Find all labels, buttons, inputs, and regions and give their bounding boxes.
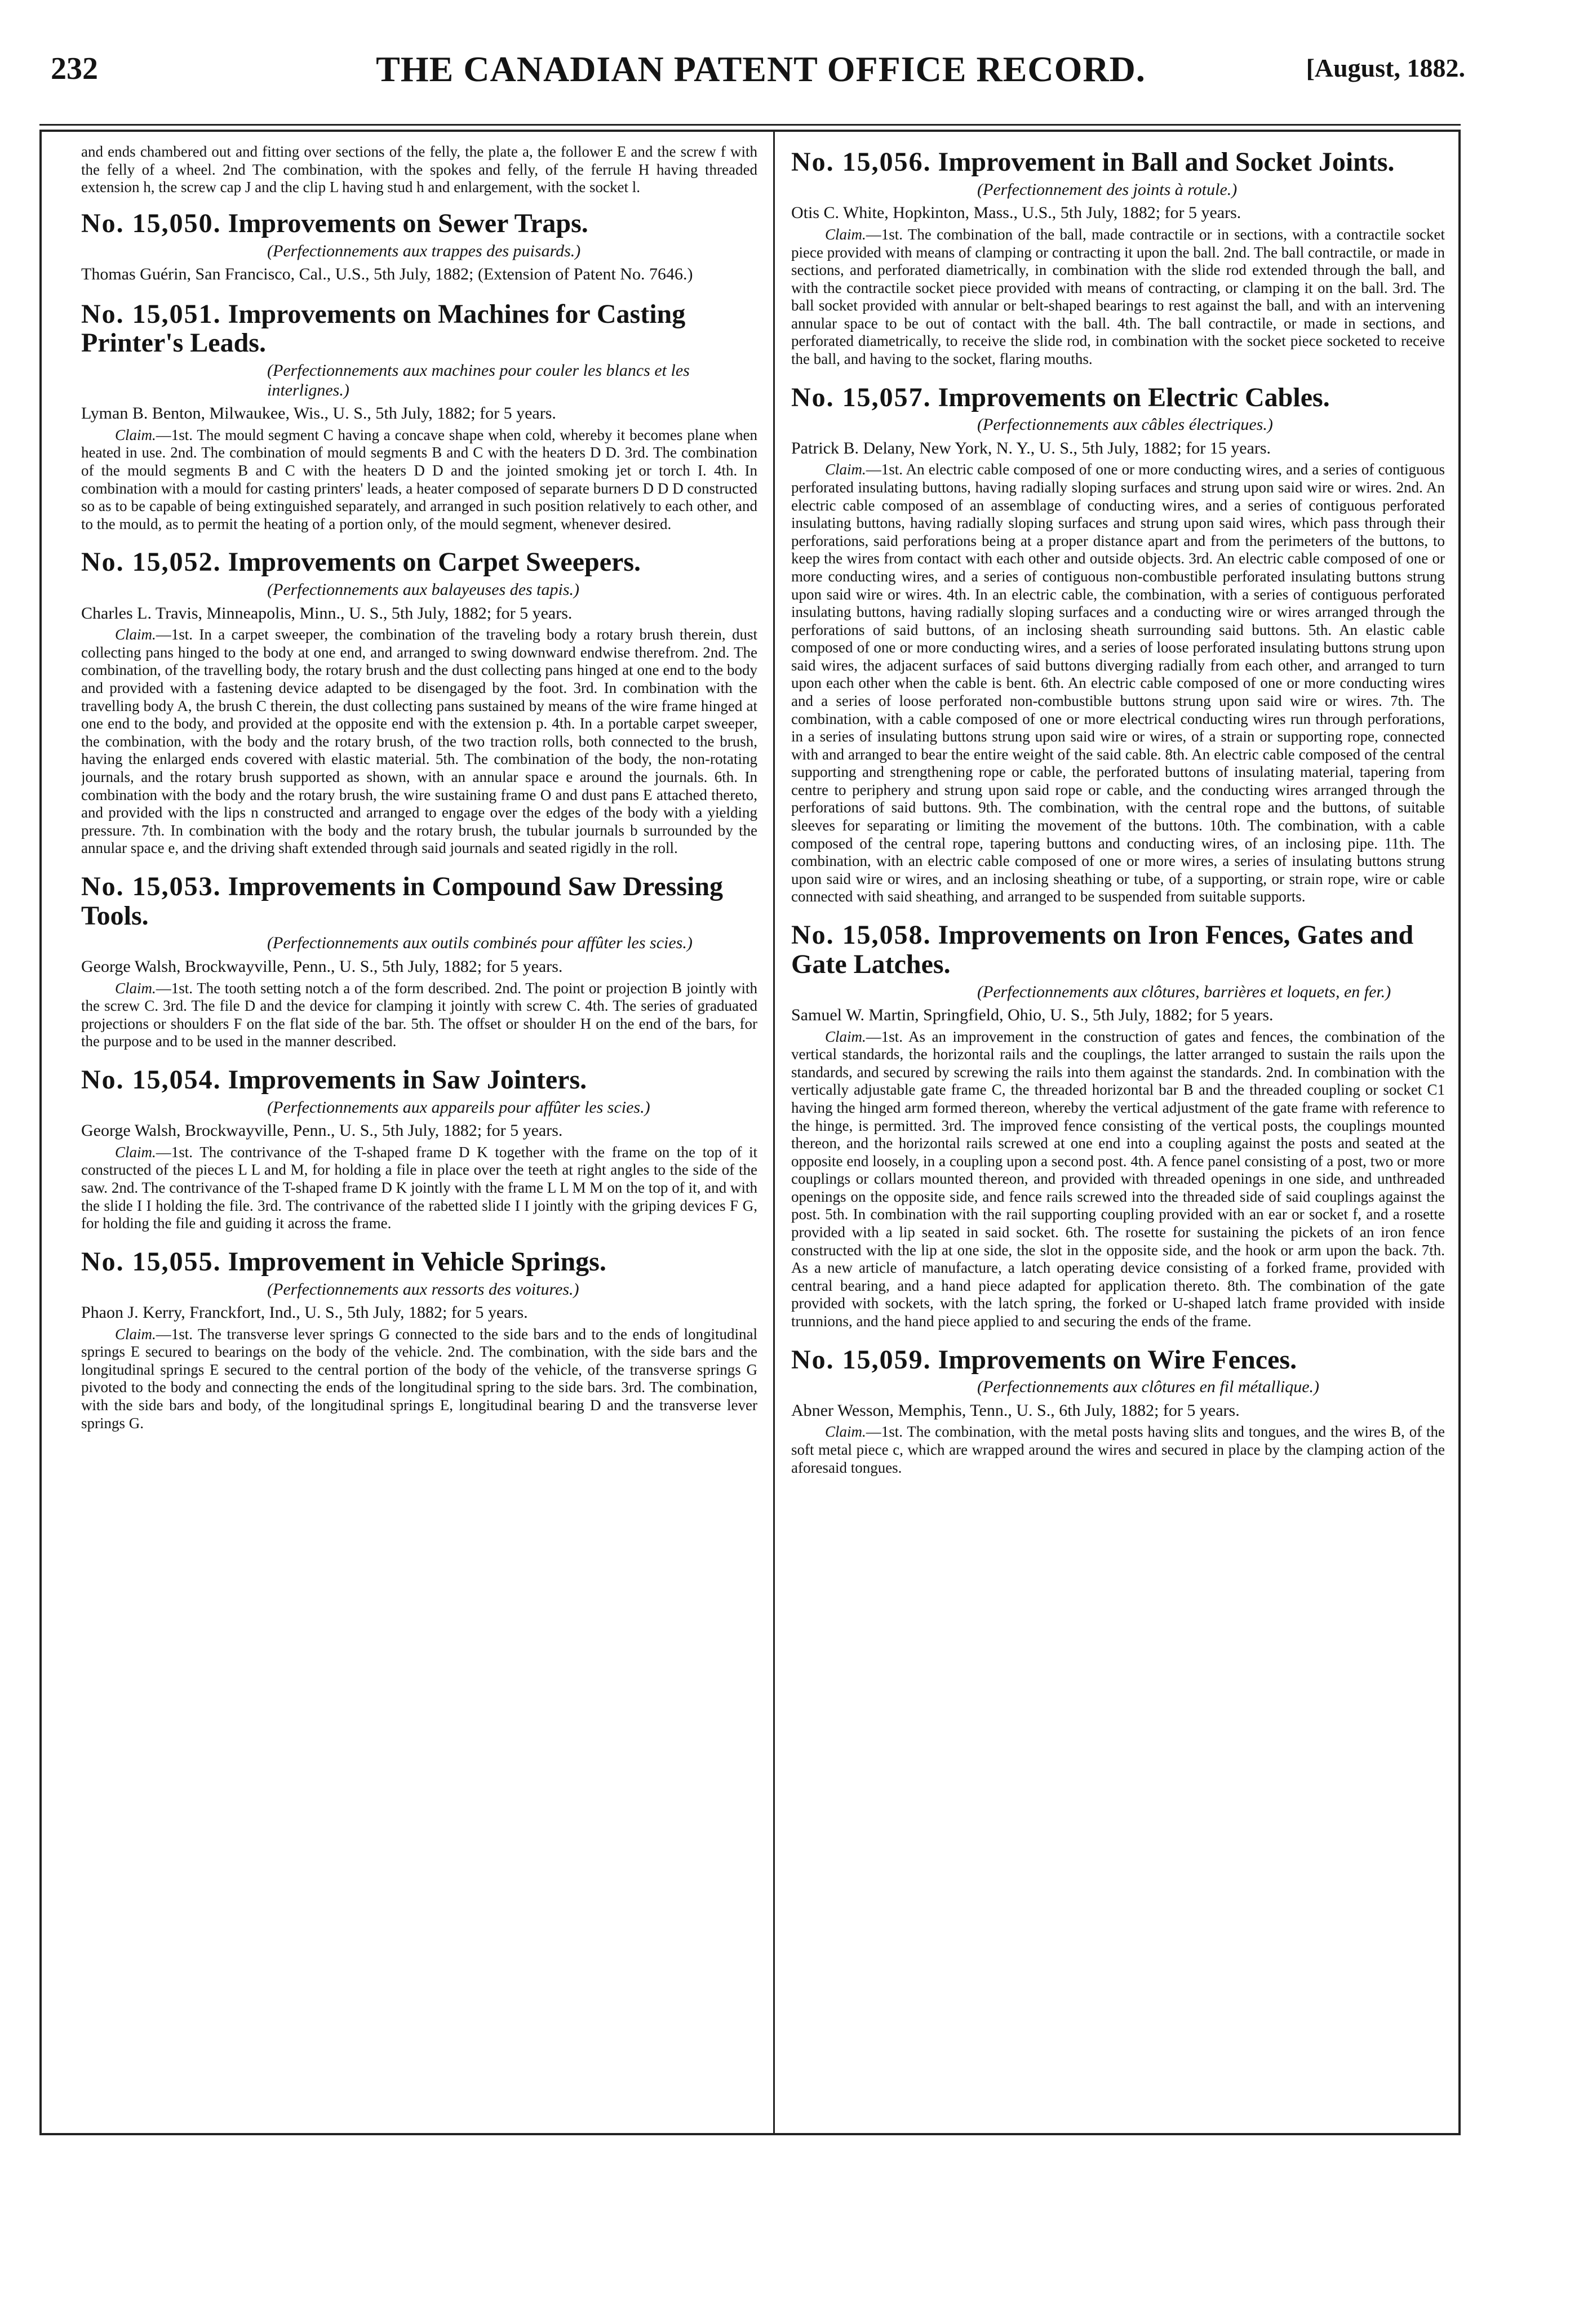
patent-number: No. 15,058.: [791, 919, 932, 950]
claim-text: [791, 226, 1445, 368]
continued-claim-text: and ends chambered out and fitting over sections of the felly, the plate a, the follower E and the screw f with the felly of a wheel. 2nd The combination, with the spokes and felly, of the ferrule H having threaded extension h, the screw cap J and the clip L having stud h and enlargement, with the socket l.: [81, 143, 757, 196]
claim-label: Claim.: [825, 461, 866, 478]
patent-heading: [81, 1247, 757, 1277]
patent-number: No. 15,057.: [791, 382, 932, 412]
patentee-line: Lyman B. Benton, Milwaukee, Wis., U. S., 5th July, 1882; for 5 years.: [81, 404, 556, 423]
patentee-line: George Walsh, Brockwayville, Penn., U. S., 5th July, 1882; for 5 years.: [81, 957, 563, 976]
patent-heading: [81, 1065, 757, 1095]
claim-body: —1st. The contrivance of the T-shaped frame D K together with the frame on the top of it constructed of the pieces L L and M, for holding a file in place over the teeth at right angles to the side of the saw. 2nd. The contrivance of the T-shaped frame D K jointly with the frame L L M M on the top of it, and with the slide I I holding the file. 3rd. The contrivance of the rabetted slide I I jointly with the griping devices F G, for holding the file and guiding it across the frame.: [81, 1143, 757, 1232]
patent-number: No. 15,050.: [81, 208, 221, 238]
claim-text: [81, 626, 757, 857]
patent-entry: [81, 1247, 757, 1432]
patent-entry: [791, 383, 1445, 906]
french-title: (Perfectionnements aux trappes des puisards.): [267, 241, 581, 260]
patent-title: Improvements on Carpet Sweepers.: [228, 547, 641, 577]
publication-title: THE CANADIAN PATENT OFFICE RECORD.: [376, 49, 1146, 89]
patentee-line: George Walsh, Brockwayville, Penn., U. S., 5th July, 1882; for 5 years.: [81, 1121, 563, 1140]
patent-title: Improvements on Iron Fences, Gates and Gate Latches.: [791, 919, 1414, 979]
patent-heading: [81, 872, 757, 931]
claim-body: —1st. The mould segment C having a concave shape when cold, whereby it becomes plane when heated in use. 2nd. The combination of mould segments B and C with the heaters D D. 3rd. The combination of the mould segments B and C with the heaters D D and the jointed smoking jet or torch I. 4th. In combination with a mould for casting printers' leads, a heater composed of separate burners D D D constructed so as to be capable of being extinguished separately, and arranged in such position relatively to each other, and to the mould, as to permit the heating of a portion only, of the mould segment, whenever desired.: [81, 426, 757, 532]
page-frame: [39, 130, 1461, 2135]
patentee-line: Abner Wesson, Memphis, Tenn., U. S., 6th July, 1882; for 5 years.: [791, 1401, 1240, 1420]
patent-heading: [791, 148, 1445, 177]
patent-entry: [81, 209, 757, 285]
patent-number: No. 15,059.: [791, 1344, 932, 1375]
patent-entry: [81, 872, 757, 1051]
patent-number: No. 15,052.: [81, 547, 221, 577]
patent-title: Improvement in Ball and Socket Joints.: [938, 147, 1395, 177]
patentee-line: Thomas Guérin, San Francisco, Cal., U.S., 5th July, 1882; (Extension of Patent No. 7646.): [81, 265, 693, 284]
patent-title: Improvements in Compound Saw Dressing Tools.: [81, 871, 724, 931]
column-divider: [773, 132, 775, 2133]
patent-heading: [791, 921, 1445, 979]
patent-heading: [81, 300, 757, 358]
claim-label: Claim.: [115, 1143, 156, 1161]
patent-title: Improvements on Wire Fences.: [938, 1344, 1297, 1375]
claim-body: —1st. The tooth setting notch a of the form described. 2nd. The point or projection B jointly with the screw C. 3rd. The file D and the device for clamping it jointly with screw C. 4th. The series of graduated projections or shoulders F on the flat side of the bar. 5th. The offset or shoulder H on the end of the bars, for the purpose and to be used in the manner described.: [81, 979, 757, 1050]
patent-entry: [81, 548, 757, 857]
patentee-line: Otis C. White, Hopkinton, Mass., U.S., 5th July, 1882; for 5 years.: [791, 203, 1241, 223]
french-title: (Perfectionnement des joints à rotule.): [977, 180, 1238, 199]
claim-label: Claim.: [115, 1325, 156, 1343]
claim-text: [81, 1144, 757, 1233]
claim-label: Claim.: [825, 1423, 866, 1441]
patent-title: Improvement in Vehicle Springs.: [228, 1246, 606, 1277]
patent-number: No. 15,055.: [81, 1246, 221, 1277]
french-title: (Perfectionnements aux outils combinés pour affûter les scies.): [267, 934, 693, 953]
claim-text: [791, 1423, 1445, 1477]
french-title: (Perfectionnements aux machines pour couler les blancs et les interlignes.): [267, 361, 690, 399]
claim-label: Claim.: [115, 979, 156, 997]
claim-body: —1st. As an improvement in the construction of gates and fences, the combination of the vertical standards, the horizontal rails and the couplings, the latter arranged to sustain the rails upon the standards, and secured by screwing the rails into them against the standards. 2nd. In combination with the vertically adjustable gate frame C, the threaded horizontal bar B and the threaded coupling or socket C1 having the hinged arm formed thereon, whereby the vertical adjustment of the gate frame with reference to the hinge, is permitted. 3rd. The improved fence consisting of the vertical posts, the couplings mounted thereon, and the horizontal rails screwed at one end into a coupling against the posts and seated at the opposite end loosely, in a coupling upon a second post. 4th. A fence panel consisting of a post, two or more couplings or collars mounted thereon, and provided with threaded openings in one side, and unthreaded openings on the opposite side, and fence rails screwed into the threaded side of said couplings against the post. 5th. In combination with the rail supporting coupling provided with an ear or socket f, and a rosette provided with a lip seated in said socket. 6th. The rosette for sustaining the pickets of an iron fence constructed with the lip at one side, the slot in the opposite side, and the hook or arm upon the back. 7th. As a new article of manufacture, a latch operating device consisting of a forked frame, provided with central bearing, and a hand piece adapted for application thereto. 8th. The combination of the gate provided with sockets, with the latch spring, the forked or U-shaped latch frame provided with inside trunnions, and the hand piece applied to and securing the ends of the frame.: [791, 1028, 1445, 1330]
claim-label: Claim.: [115, 626, 156, 643]
claim-body: —1st. In a carpet sweeper, the combination of the traveling body a rotary brush therein, dust collecting pans hinged to the body at one end, and arranged to swing downward endwise therefrom. 2nd. The combination, of the travelling body, the rotary brush and the dust collecting pans hinged at one end to the body and provided with a fastening device adapted to be disengaged by the foot. 3rd. In combination with the travelling body A, the brush C therein, the dust collecting pans sustained by means of the wire frame hinged at one end to the body, and provided at the opposite end with the extension p. 4th. In a portable carpet sweeper, the combination, with the body and the rotary brush, of the two traction rolls, both connected to the brush, having the enlarged ends covered with elastic material. 5th. The combination of the body, the non-rotating journals, and the rotary brush supported as shown, with an annular space e around the journals. 6th. In combination with the body and the rotary brush, the wire sustaining frame O and dust pans E attached thereto, and provided with the lips n constructed and arranged to engage over the edges of the body with a yielding pressure. 7th. In combination with the body and the rotary brush, the tubular journals b surrounded by the annular space e, and the driving shaft extended through said journals and seated rigidly in the roll.: [81, 626, 757, 857]
claim-label: Claim.: [825, 1028, 866, 1045]
patent-heading: [791, 1345, 1445, 1375]
patent-number: No. 15,051.: [81, 299, 221, 329]
claim-body: —1st. The combination of the ball, made contractile or in sections, with a contractile socket piece provided with means of clamping or contracting it upon the ball. 2nd. The ball contractile, or made in sections, and perforated diametrically, in combination with the slide rod extended through the ball, and with the contractile socket piece provided with means of contracting, or clamping it on the ball. 3rd. The ball socket provided with annular or belt-shaped bearings to rest against the ball, and with an intervening annular space to be out of contact with the ball. 4th. The ball contractile, or made in sections, and perforated diametrically, to receive the slide rod, in combination with the socket piece socketed to receive the ball, and having to the socket, flaring mouths.: [791, 225, 1445, 367]
patentee-line: Samuel W. Martin, Springfield, Ohio, U. S., 5th July, 1882; for 5 years.: [791, 1006, 1274, 1025]
left-column: [81, 143, 757, 2122]
patent-title: Improvements on Machines for Casting Printer's Leads.: [81, 299, 686, 358]
page-header: [39, 45, 1482, 96]
french-title: (Perfectionnements aux ressorts des voitures.): [267, 1279, 579, 1299]
patent-number: No. 15,054.: [81, 1064, 221, 1095]
patentee-line: Phaon J. Kerry, Franckfort, Ind., U. S., 5th July, 1882; for 5 years.: [81, 1303, 528, 1322]
patent-heading: [81, 209, 757, 238]
issue-date: [August, 1882.: [1306, 54, 1465, 82]
claim-text: [81, 980, 757, 1051]
claim-text: [791, 461, 1445, 905]
patent-number: No. 15,053.: [81, 871, 221, 901]
patent-entry: [81, 1065, 757, 1233]
patentee-line: Charles L. Travis, Minneapolis, Minn., U. S., 5th July, 1882; for 5 years.: [81, 603, 573, 623]
french-title: (Perfectionnements aux câbles électriques.): [977, 415, 1273, 434]
patent-heading: [791, 383, 1445, 412]
claim-label: Claim.: [115, 426, 156, 443]
patent-heading: [81, 548, 757, 577]
claim-body: —1st. The combination, with the metal posts having slits and tongues, and the wires B, of the soft metal piece c, which are wrapped around the wires and secured in place by the clamping action of the aforesaid tongues.: [791, 1423, 1445, 1476]
patent-entry: [791, 921, 1445, 1331]
patent-title: Improvements in Saw Jointers.: [228, 1064, 587, 1095]
french-title: (Perfectionnements aux balayeuses des tapis.): [267, 580, 580, 599]
claim-text: [81, 1326, 757, 1432]
claim-text: [791, 1028, 1445, 1331]
french-title: (Perfectionnements aux appareils pour affûter les scies.): [267, 1097, 650, 1117]
french-title: (Perfectionnements aux clôtures, barrières et loquets, en fer.): [977, 982, 1391, 1001]
patent-title: Improvements on Electric Cables.: [938, 382, 1330, 412]
claim-body: —1st. An electric cable composed of one or more conducting wires, and a series of contiguous perforated insulating buttons, having radially sloping surfaces and strung upon said wire or wires. 2nd. An electric cable composed of an assemblage of conducting wires, and a series of contiguous perforated insulating buttons, having radially sloping surfaces and strung upon said wires, which pass through their perforations, said perforations being at a proper distance apart and from the perimeters of the buttons, to keep the wires from contact with each other and outside objects. 3rd. An electric cable composed of one or more conducting wires, and a series of contiguous non-combustible perforated insulating buttons strung upon said wire or wires. 4th. In an electric cable, the combination, with a series of contiguous perforated insulating buttons, having radially sloping surfaces and a conducting wire or wires arranged through the perforations of said buttons, of an inclosing sheath surrounding said buttons. 5th. An elastic cable composed of one or more conducting wires, and a series of loose perforated insulating buttons strung upon said wires, the adjacent surfaces of said buttons diverging radially from each other, and arranged to turn upon each other when the cable is bent. 6th. An electric cable composed of one or more conducting wires and a series of loose perforated non-combustible buttons strung upon said wire or wires. 7th. The combination, with a cable composed of one or more electrical conducting wires run through perforations, in a series of insulating buttons strung upon said wire or wires, of a strain or supporting rope, connected with and arranged to bear the entire weight of the said cable. 8th. An electric cable composed of the central supporting and strengthening rope or cable, the perforated buttons of insulating material, tapering from centre to periphery and strung upon said rope or cable, and the conducting wires arranged through the perforations of said buttons. 9th. The combination, with the central rope and the buttons, of suitable sleeves for separating or limiting the movement of the buttons. 10th. The combination, with a cable composed of the central rope, tapering buttons and conducting wires, of an inclosing pipe. 11th. The combination, with an electric cable composed of one or more wires, a series of insulating buttons strung upon said wire or wires, and an inclosing sheathing or tube, of a supporting, or strain rope, wire or cable connected with said sheathing, and arranged to be suspended from suitable supports.: [791, 461, 1445, 905]
patent-title: Improvements on Sewer Traps.: [228, 208, 588, 238]
patentee-line: Patrick B. Delany, New York, N. Y., U. S., 5th July, 1882; for 15 years.: [791, 438, 1271, 457]
patent-entry: [791, 148, 1445, 368]
claim-body: —1st. The transverse lever springs G connected to the side bars and to the ends of longitudinal springs E secured to bearings on the body of the vehicle. 2nd. The combination, with the side bars and the longitudinal springs E secured to the central portion of the body of the vehicle, of the transverse springs G pivoted to the body and connecting the ends of the longitudinal spring to the side bars. 3rd. The combination, with the side bars and body, of the longitudinal springs E, longitudinal bearing D and the transverse lever springs G.: [81, 1325, 757, 1432]
french-title: (Perfectionnements aux clôtures en fil métallique.): [977, 1377, 1320, 1397]
claim-label: Claim.: [825, 225, 866, 243]
right-column: [791, 143, 1445, 2122]
patent-entry: [791, 1345, 1445, 1477]
patent-number: No. 15,056.: [791, 147, 932, 177]
patent-entry: [81, 300, 757, 534]
claim-text: [81, 426, 757, 533]
page-number: 232: [51, 51, 98, 86]
